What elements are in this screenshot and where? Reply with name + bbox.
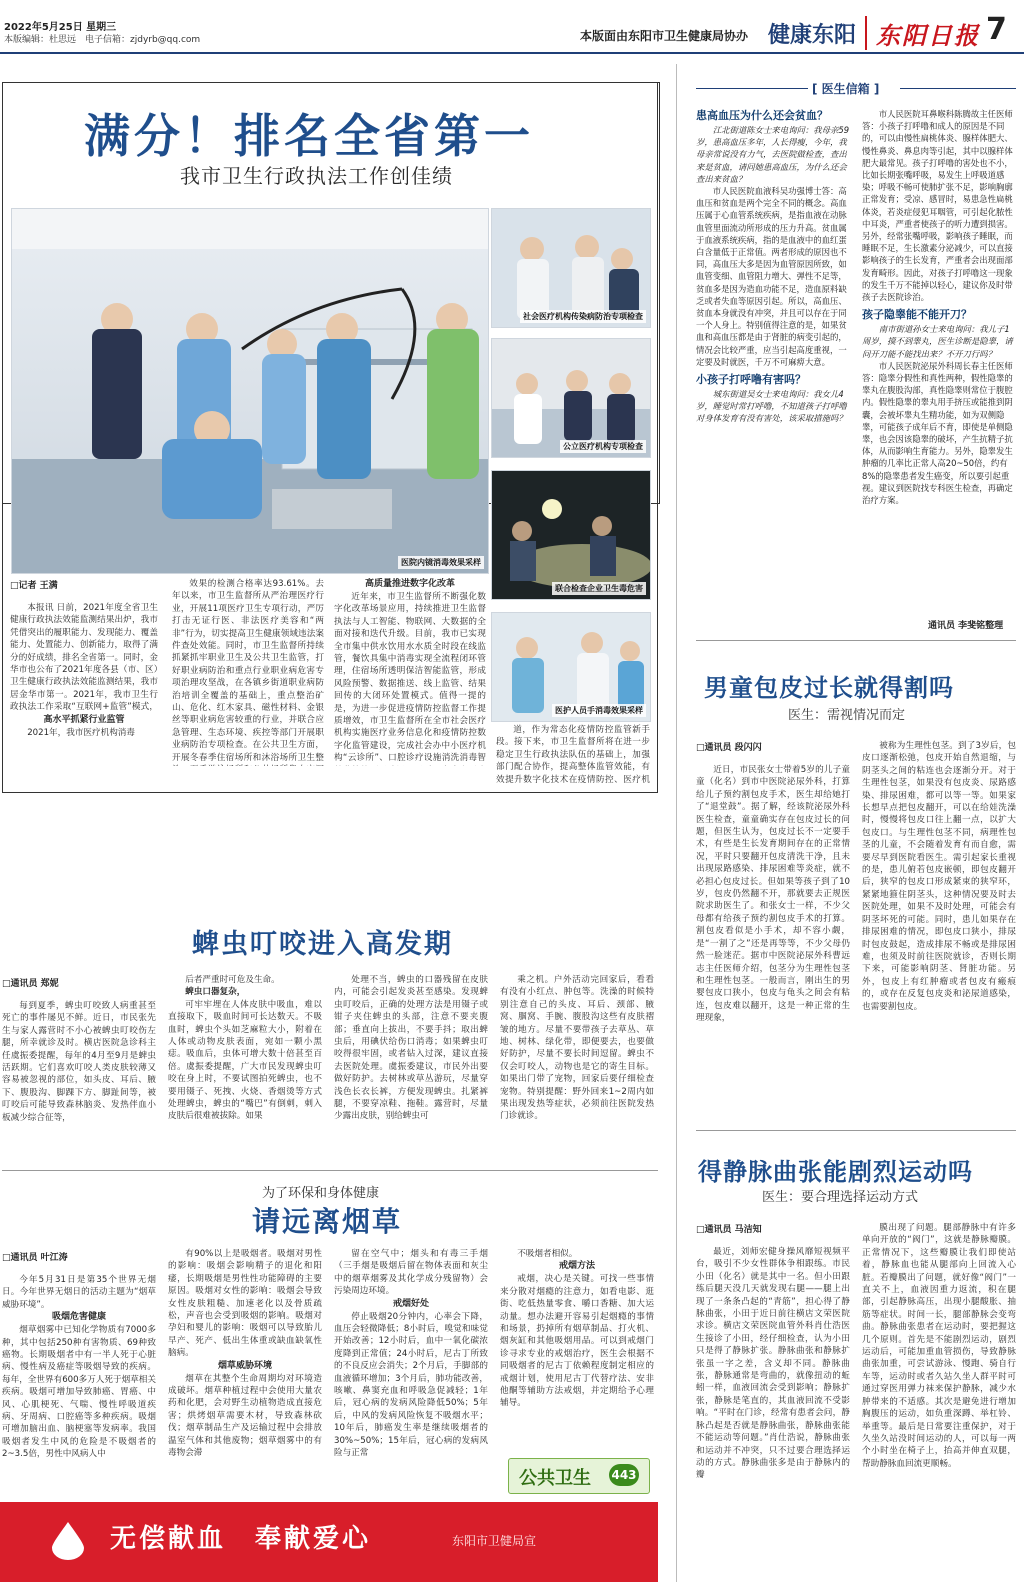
varicose-subhead: 医生：要合理选择运动方式	[762, 1190, 919, 1205]
smoke-column-4	[500, 1248, 654, 1448]
lead-main-photo	[11, 208, 489, 574]
lead-box-right	[657, 82, 658, 793]
mailbox-column-1	[696, 108, 850, 628]
blood-drop-icon	[48, 1520, 88, 1560]
lead-col3-subhead: 高质量推进数字化改革	[364, 579, 455, 589]
phimosis-column-2	[862, 740, 1016, 1116]
lead-photo-caption-3: 公立医疗机构专项检查	[560, 440, 646, 453]
masthead	[0, 0, 1024, 60]
night-inspection-image	[492, 471, 650, 599]
cooperation-note: 本版面由东阳市卫生健康局协办	[580, 29, 749, 43]
smoke-headline: 请远离烟草	[252, 1205, 403, 1238]
tick-column-3	[334, 974, 488, 1152]
varicose-col2-text: 膜出现了问题。腿部静脉中有许多单向开放的“阀门”，这就是静脉瓣膜。正常情况下，这些瓣膜让我们即使站着，静脉血也能从腿部向上回流入心脏。若瓣膜出了问题，就好像“阀门”一直关不上，血液因重力返流，积在腿部，引起静脉高压，出现小腿酸胀、抽筋等症状。时间一长，腿部静脉会变弯曲。静脉曲张患者在运动时，要把握这几个原则。首先是不能剧烈运动，剧烈运动后，可能加重血管损伤，导致静脉曲张加重，可尝试游泳、慢跑、骑自行车等，运动时或者久站久坐人群平时可通过穿医用弹力袜来保护静脉，减少水肿带来的不适感。其次是避免进行增加胸腹压的运动，如负重深蹲、举杠铃、举重等。最后是日常要注重保护，对于久坐久站没时间运动的人，可以每一两个小时坐在椅子上，抬高并伸直双腿，帮助静脉血回流更顺畅。	[862, 1223, 1016, 1469]
smoke-col3-body: 停止吸烟20分钟内，心率会下降，血压会轻微降低；8小时后，嗅觉和味觉开始改善；12小时后，血中一氧化碳浓度降到正常值；24小时后，尼古丁所致的不良反应会消失；2个月后，手脚部的血液循环增加；3个月后，肺功能改善，咳嗽、鼻窦充血和呼吸急促减轻；1年后，冠心病的发病风险降低50%；5年后，中风的发病风险恢复不吸烟水平；10年后，肺癌发生率是继续吸烟者的30%~50%；15年后，冠心病的发病风险与正常	[334, 1311, 488, 1459]
lead-side-photo-2	[491, 338, 651, 458]
paper-logo: 东阳日报	[876, 21, 980, 50]
smoke-col2-subhead: 烟草威胁环境	[217, 1360, 272, 1371]
q1-answer: 市人民医院血液科吴功强博士答：高血压和贫血是两个完全不同的概念。高血压属于心血管系统疾病，是指血液在动脉血管里面流动所形成的压力升高。贫血属于血液系统疾病，指的是血液中的血红蛋白含量低于正常值。两者形成的原因也不同，高血压大多是因为血管原因所致，如血管变细、血管阻力增大、弹性不足等，贫血多是因为造血功能不足，造血原料缺乏或者失血等原因引起。所以，高血压、贫血本身就没有冲突，并且可以存在于同一个人身上。特别值得注意的是，如果贫血和高血压都是由于肾脏的病变引起的，情况会比较严重，应当引起高度重视，一定要及时就医，千万不可麻痹大意。	[696, 186, 847, 367]
lead-column-3	[334, 578, 486, 766]
lead-byline: □记者 王满	[10, 581, 58, 591]
lead-headline: 满分！排名全省第一	[84, 109, 534, 163]
lead-col1-text: 本报讯 日前，2021年度全省卫生健康行政执法效能监测结果出炉，我市凭借突出的履职能力、发现能力、覆盖能力、处置能力、创新能力，取得了满分的好成绩，排名全省第一。同时，金华市也公布了2021年度各县（市、区）卫生健康行政执法效能监测结果，我市居金华市第一。2021年，我市卫生行政执法工作采取“互联网+监管”模式，	[10, 603, 158, 713]
masthead-divider	[865, 16, 867, 50]
mailbox-tag: [ 医生信箱 ]	[812, 82, 880, 96]
q3-question: 南市街道孙女士来电询问：我儿子1周岁，摸不到睾丸，医生诊断是隐睾，请问开刀能不能找出来？不开刀行吗？	[862, 324, 1013, 359]
smoke-byline: □通讯员 叶江涛	[2, 1253, 68, 1263]
smoke-col3-subhead: 戒烟好处	[392, 1298, 429, 1309]
lead-photo-caption-5: 医护人员手消毒效果采样	[552, 704, 646, 717]
lead-column-4	[496, 724, 650, 784]
lead-photo-caption-2: 社会医疗机构传染病防治专项检查	[520, 310, 646, 323]
q1-title: 患高血压为什么还会贫血？	[696, 109, 828, 122]
q1-question: 江北街道陈女士来电询问：我母亲59岁，患高血压多年，人长得瘦，今年，我母亲常说没有力气，去医院做检查，查出来是贫血，请问她患高血压，为什么还会查出来贫血？	[696, 125, 850, 184]
phimosis-subhead: 医生：需视情况而定	[788, 708, 906, 723]
tick-col2-lead: 蜱虫口器复杂，	[185, 987, 246, 998]
lead-side-photo-4	[491, 612, 651, 722]
hospital-scene-image	[12, 209, 488, 573]
lead-col4-text: 道，作为常态化疫情防控监管新手段。接下来，市卫生监督所将在进一步稳定卫生行政执法队伍的基础上，加强部门配合协作，提高整体监管效能，有效提升数字化技术在疫情防控、医疗机	[496, 725, 650, 784]
smoke-col3-text: 留在空气中；烟头和有毒三手烟（三手烟是吸烟后留在物体表面和灰尘中的烟草烟雾及其化学成分残留物）会污染周边环境。	[334, 1249, 488, 1297]
tick-col2-body: 可牢牢埋在人体皮肤中吸血，难以直接取下，吸血时间可长达数天。不吸血时，蜱虫个头如芝麻粒大小，附着在人体或动物皮肤表面，宛如一颗小黑痣。吸血后，虫体可增大数十倍甚至百倍。虞振委提醒，广大市民发现蜱虫叮咬在身上时，不要试图拍死蜱虫，也不要用镊子、死拽、火烧、香烟烫等方式处理蜱虫，蜱虫的“嘴巴”有倒刺，刺入皮肤后很难被拔除。如果	[168, 999, 322, 1122]
lead-photo-caption-1: 医院内镜消毒效果采样	[398, 556, 484, 569]
phimosis-col1-text: 近日，市民张女士带着5岁的儿子童童（化名）到市中医院泌尿外科，打算给儿子预约割包皮手术，医生却给她打了“退堂鼓”。据了解，经该院泌尿外科医生检查，童童确实存在包皮过长的问题，但医生认为，包皮过长不一定要手术，有些是生长发育期间存在的正常情况，平时只要翻开包皮清洗干净，且未出现尿路感染、排尿困难等炎症，就不必担心包皮过长。但如果等孩子到了10岁，包皮仍然翻不开，那就要去正规医院求助医生了。和张女士一样，不少父母都有给孩子预约割包皮手术的打算。割包皮看似是小手术，却不容小觑，是“一割了之”还是再等等，不少父母仍然一脸迷茫。据市中医院泌尿外科曹远志主任医师介绍，包茎分为生理性包茎和生理性包茎。一般而言，刚出生的男婴包皮口狭小，包皮与龟头之间会有粘连，包皮难以翻开，这是一种正常的生理现象，	[696, 765, 850, 1024]
lead-box-left	[2, 82, 3, 793]
q2-question: 城东街道吴女士来电询问：我女儿4岁，睡觉时常打呼噜，不知道孩子打呼噜对身体发育有没有害处，该采取措施吗？	[696, 389, 847, 424]
smoke-col4-subhead: 戒烟方法	[558, 1261, 595, 1272]
phimosis-col2-text: 被称为生理性包茎。到了3岁后，包皮口逐渐松弛，包皮开始自然退缩，与阴茎头之间的粘连也会逐渐分开。对于生理性包茎，如果没有包皮炎、尿路感染、排尿困难，都可以等一等。如果家长想早点把包皮翻开，可以在给娃洗澡时，慢慢将包皮口往上翻一点，以扩大包皮口。与生理性包茎不同，病理性包茎的儿童，不会随着发育有而自愈，需要尽早到医院看医生。需引起家长重视的是，患儿俯若包皮嵌顿，即包皮翻开后，狭窄的包皮口形成紧束的狭窄环，紧紧地箍住阴茎头，这种情况要及时去医院处理，如果不及时处理，可能会有阴茎坏死的可能。同时，患儿如果存在排尿困难的情况，即包皮口狭小，排尿时包皮鼓起，造成排尿不畅或是排尿困难，也须及时前往医院就诊，否则长期下来，可能影响阴茎、肾脏功能。另外，包皮上有红肿瘤或者包皮有瘢痕的，或存在反复包皮炎和泌尿道感染，也需要割包皮。	[862, 741, 1016, 1012]
lead-side-photo-3	[491, 470, 651, 600]
lead-col1-tail: 2021年，我市医疗机构消毒	[27, 728, 135, 738]
varicose-byline: □通讯员 马洁知	[696, 1225, 762, 1235]
section-name: 健康东阳	[768, 22, 857, 48]
lead-col3-text: 近年来，市卫生监督所不断强化数字化改革场景应用，持续推进卫生监督执法与人工智能、物联网、大数据的全面对接和迭代升级。目前，我市已实现全市集中供水饮用水水质全时段在线监管，餐饮具集中消毒实现全流程闭环管理，住宿场所透明保洁智能监管，形成风险预警、数据推送、线上监管、结果回传的大闭环处置模式。值得一提的是，为进一步促进疫情防控监督工作提质增效，市卫生监督所在全市社会医疗机构实施医疗业务信息化和疫情防控数字化监管建设，完成社会办中小医疗机构“云诊所”、口腔诊疗设施消洗消毒智	[334, 592, 486, 764]
smoke-col4-text: 不吸烟者相似。	[517, 1249, 578, 1259]
q3-title: 孩子隐睾能不能开刀？	[862, 308, 972, 322]
mailbox-rule-right	[900, 88, 1016, 89]
phimosis-byline: □通讯员 段闪闪	[696, 743, 762, 753]
tick-col2-text: 后者严重时可危及生命。	[185, 975, 280, 985]
public-health-badge	[508, 1458, 650, 1494]
smoke-column-2	[168, 1248, 322, 1500]
smoke-column-1	[2, 1274, 156, 1500]
phimosis-column-1	[696, 764, 850, 1116]
editor-info: 本版编辑：杜思远 电子信箱：zjdyrb@qq.com	[4, 35, 201, 45]
varicose-column-1	[696, 1246, 850, 1580]
phimosis-headline: 男童包皮过长就得割吗	[704, 673, 954, 702]
tick-col4-text: 乘之机。户外活动完回家后，看看有没有小红点、肿包等。洗澡的时候特别注意自己的头皮、耳后、颈部、腋窝、腘窝、手腕、腹股沟这些有皮肤褶皱的地方。尽量不要带孩子去草丛、草地、树林、绿化带，即便要去，也要做好防护，尽量不要长时间逗留。蜱虫不仅会叮咬人，动物也是它的寄生目标。如果出门带了宠物，回家后要仔细检查宠物。特别提醒：野外回来1~2周内如果出现发热等症状，必须前往医院发热门诊就诊。	[500, 975, 654, 1122]
blood-donation-banner	[0, 1502, 658, 1582]
lead-column-1	[10, 602, 158, 714]
banner-org: 东阳市卫健局宣	[452, 1534, 537, 1548]
lead-col2-text: 效果的检测合格率达93.61%。去年以来，市卫生监督所从严治理医疗行业，开展11项医疗卫生专项行动，严厉打击无证行医、非法医疗美容和“两非”行为，切实提高卫生健康领域违法案件查处效能。同时，市卫生监督所持续抓紧抓牢职业卫生及公共卫生监管，打好职业病防治和重点行业职业病危害专项治理攻坚战，在各镇乡街道职业病防治培训全覆盖的基础上，重点整治矿山、危化、红木家具、磁性材料、金银丝等职业病危害较重的行业，并联合应急管理、生态环境、疾控等部门开展职业病防治专项检查。在公共卫生方面，开展冬春季住宿场所和沐浴场所卫生整	[172, 579, 324, 763]
smoke-col1-subhead: 吸烟危害健康	[51, 1312, 106, 1323]
smoke-col4-body: 戒烟，决心是关键。可找一些事情来分散对烟瘾的注意力，如看电影、逛街、吃低热量零食、嚼口香糖、加大运动量。想办法避开容易引起烟瘾的事情和场景，扔掉所有烟草制品、打火机、烟灰缸和其他吸烟用品。可以到戒烟门诊寻求专业的戒烟治疗，医生会根据不同吸烟者的尼古丁依赖程度制定相应的戒烟计划，使用尼古丁代替疗法、安非他酮等辅助方法戒烟，并定期给予心理辅导。	[500, 1274, 654, 1409]
phimosis-divider	[696, 1130, 1016, 1131]
masthead-rule	[0, 52, 1024, 54]
lead-box-bottom	[2, 792, 658, 793]
smoke-col1-text: 今年5月31日是第35个世界无烟日。今年世界无烟日的活动主题为“烟草威胁环境”。	[2, 1275, 156, 1310]
tick-column-2	[168, 974, 322, 1152]
tick-byline: □通讯员 郑妮	[2, 979, 59, 989]
smoke-col2-body: 烟草在其整个生命周期均对环境造成破坏。烟草种植过程中会使用大量农药和化肥，会对野生动植物造成直接危害；烘烤烟草需要木材，导致森林砍伐；烟草制品生产及运输过程中会排放温室气体和其他废物；烟草烟雾中的有毒物会滞	[168, 1373, 322, 1459]
mailbox-rule-left	[696, 88, 808, 89]
tick-column-4	[500, 974, 654, 1152]
lead-subhead: 我市卫生行政执法工作创佳绩	[180, 164, 453, 188]
smoke-column-3	[334, 1248, 488, 1500]
page-number: 7	[986, 12, 1007, 47]
tick-col3-text: 处理不当，蜱虫的口器残留在皮肤内，可能会引起发炎甚至感染。发现蜱虫叮咬后，正确的处理方法是用镊子或钳子夹住蜱虫的头部，注意不要夹腹部；垂直向上拔出，不要手抖；取出蜱虫后，用碘伏给伤口消毒；如果蜱虫叮咬得很牢固，或者钻入过深，建议直接去医院处理。虞振委建议，市民外出要做好防护。去树林或草丛游玩，尽量穿浅色长衣长裤，方便发现蜱虫。扎紧裤腿，不要穿凉鞋、拖鞋。露营时，尽量少露出皮肤，别给蜱虫可	[334, 975, 488, 1122]
badge-number: 443	[609, 1464, 639, 1486]
tick-headline: 蜱虫叮咬进入高发期	[192, 929, 453, 960]
varicose-column-2	[862, 1222, 1016, 1580]
mailbox-byline: 通讯员 李斐铭整理	[928, 621, 1004, 631]
banner-slogan: 无偿献血 奉献爱心	[110, 1524, 372, 1554]
q2-answer: 市人民医院耳鼻喉科陈腾故主任医师答：小孩子打呼噜和成人的原因是不同的，可以由慢性扁桃体炎、腺样体肥大、慢性鼻炎、鼻息肉等引起，其中以腺样体肥大最常见。孩子打呼噜的害处也不小，比如长期张嘴呼吸，易发生上呼吸道感染；呼吸不畅可使肺扩张不足，影响胸廓正常发育；受凉、感冒时，易患急性扁桃体炎，若炎症侵犯耳咽管，可引起化脓性中耳炎，严重者使孩子的听力遭到损害。另外，经常张嘴呼吸，影响孩子睡眠，而睡眠不足，生长激素分泌减少，可以直接影响孩子的生长发育，严重者会出现面部发育畸形。因此，对孩子打呼噜这一现象的发生千万不能掉以轻心，建议你及时带孩子去医院诊治。	[862, 109, 1013, 303]
smoke-col2-text: 有90%以上是吸烟者。吸烟对男性的影响：吸烟会影响精子的退化和阳痿，长期吸烟是男性性功能障碍的主要原因。吸烟对女性的影响：吸烟会导致女性皮肤粗糙、加速老化以及骨质疏松，声音也会受到吸烟的影响。吸烟对孕妇和婴儿的影响：吸烟可以导致胎儿早产、死产、低出生体重或缺血缺氧性脑病。	[168, 1249, 322, 1359]
lead-column-1b	[10, 714, 158, 766]
q2-title: 小孩子打呼噜有害吗？	[696, 373, 806, 387]
tick-column-1	[2, 1000, 156, 1150]
lead-photo-caption-4: 联合检查企业卫生毒危害	[552, 582, 646, 595]
mailbox-divider	[696, 640, 1016, 641]
issue-date: 2022年5月25日 星期三	[4, 22, 117, 33]
varicose-headline: 得静脉曲张能剧烈运动吗	[698, 1157, 973, 1186]
column-separator	[676, 64, 677, 1582]
lead-side-photo-1	[491, 208, 651, 328]
lead-col1-subhead: 高水平抓紧行业监管	[43, 715, 125, 725]
smoke-col1-body: 烟草烟雾中已知化学物质有7000多种，其中包括250种有害物质、69种致癌物。长期吸烟者中有一半人死于心脏病、慢性病及癌症等吸烟导致的疾病。每年，全世界有600多万人死于烟草相关疾病。吸烟可增加导致肺癌、胃癌、中风、心肌梗死、气喘、慢性呼吸道疾病、牙周病、口腔癌等多种疾病。吸烟可增加脑出血、脑梗塞等发病率。我国吸烟者发生中风的危险是不吸烟者的2~3.5倍，男性中风病人中	[2, 1325, 156, 1460]
lead-column-2	[172, 578, 324, 766]
q3-answer: 市人民医院泌尿外科周长春主任医师答：隐睾分假性和真性两种，假性隐睾的睾丸在腹股沟部，真性隐睾则常位于腹腔内。假性隐睾的睾丸用手挤压或能推到阴囊，会被坏睾丸生精功能，如为双侧隐睾，可能孩子成年后不育，即使是单侧隐睾，也会因该隐睾的破坏，产生抗精子抗体，从而影响生育能力。另外，隐睾发生肿瘤的几率比正常人高20~50倍，约有8%的隐睾患者发生癌变，所以要引起重视。建议到医院找专科医生检查，再确定治疗方案。	[862, 360, 1013, 506]
tick-col1-text: 每到夏季，蜱虫叮咬致人病重甚至死亡的事件屡见不鲜。近日，市民张先生与家人露营时不小心被蜱虫叮咬伤左腿，所幸就诊及时。横店医院急诊科主任虞振委提醒，每年的4月至9月是蜱虫活跃期。它们喜欢叮咬人类皮肤较薄又容易被忽视的部位，如头皮、耳后、腋下、腹股沟、脚踝下方、脚趾间等，被叮咬后可能导致森林脑炎、发热伴血小板减少综合征等，	[2, 1001, 156, 1123]
badge-label: 公共卫生	[519, 1468, 591, 1489]
smoke-kicker: 为了环保和身体健康	[262, 1186, 380, 1201]
tick-divider	[2, 1170, 658, 1171]
mailbox-column-2	[862, 108, 1016, 628]
varicose-col1-text: 最近，刘师宏健身操风靡短视频平台，吸引不少女性群体争相跟练。市民小田（化名）就是其中一名。但小田跟练后腿天没几天就发现右腿——腿上出现了一条条凸起的“青筋”，担心得了静脉曲张，小田于近日前往横店文荣医院求诊。横店文荣医院血管外科肖仕浩医生接诊了小田，经仔细检查，认为小田只是得了静脉扩张。静脉曲张和静脉扩张虽一字之差，含义却不同。静脉曲张，静脉通常是弯曲的，就像扭动的蚯蚓一样，血液回流会受到影响；静脉扩张，静脉是笔直的，其血液回流不受影响。“平时在门诊，经常有患者会问，静脉凸起是否就是静脉曲张，静脉曲张能不能运动等问题。”肖仕浩说，静脉曲张和运动并不冲突，只不过要合理选择运动的方式。静脉曲张多是由于静脉内的瓣	[696, 1247, 850, 1481]
